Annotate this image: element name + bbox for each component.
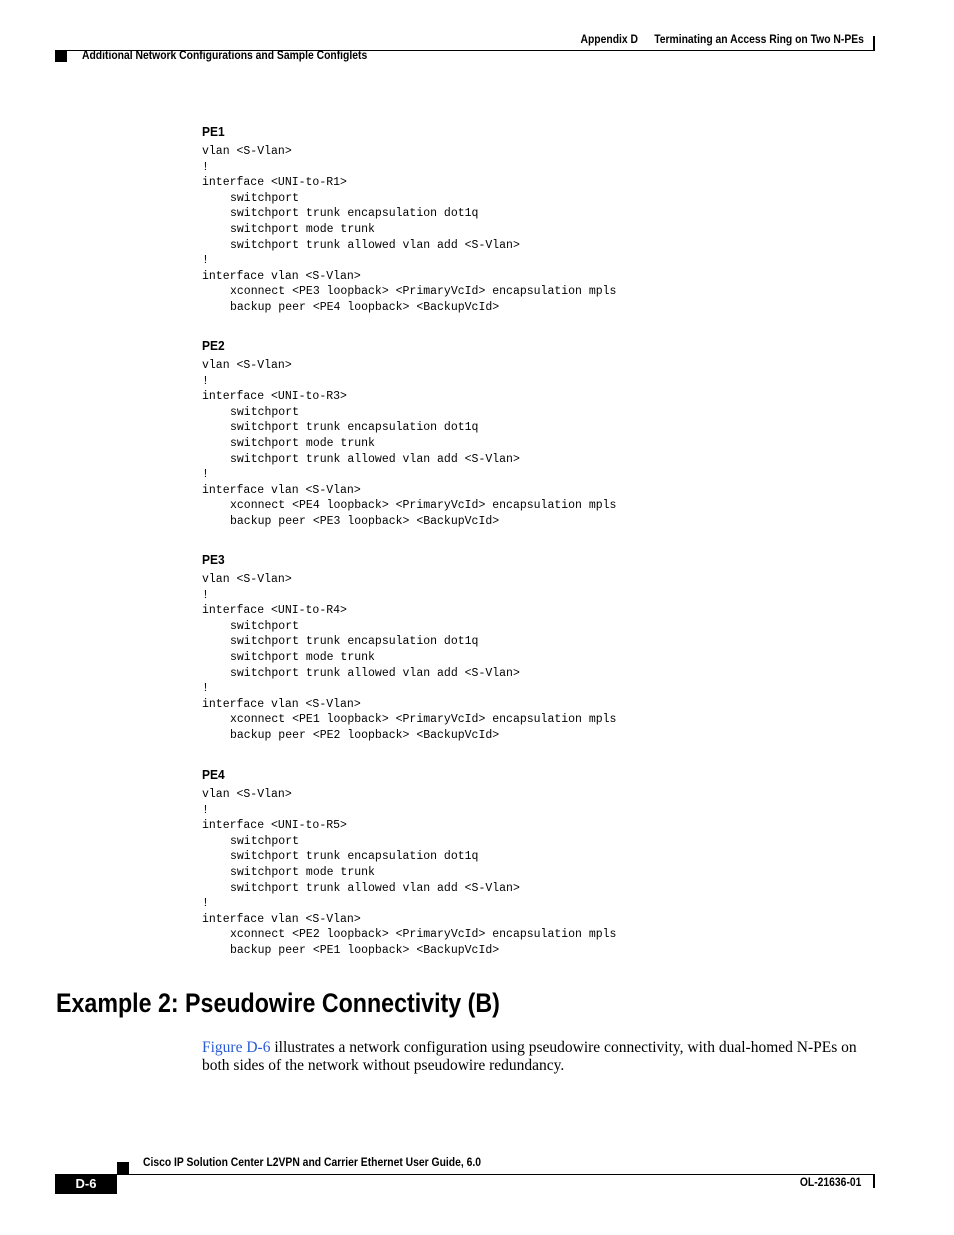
code-line: ! (202, 468, 209, 482)
code-line: interface vlan <S-Vlan> (202, 483, 361, 497)
code-line: switchport trunk encapsulation dot1q (230, 421, 479, 435)
code-line: switchport mode trunk (230, 436, 375, 450)
code-line: switchport (230, 834, 300, 848)
config-section-pe1 (202, 123, 616, 316)
header-square-marker (55, 50, 67, 62)
code-block (202, 358, 616, 530)
code-line: switchport trunk encapsulation dot1q (230, 207, 479, 221)
code-line: switchport (230, 191, 300, 205)
code-line: interface vlan <S-Vlan> (202, 912, 361, 926)
figure-link[interactable]: Figure D-6 (202, 1039, 271, 1056)
section-title: Additional Network Configurations and Sample Configlets (82, 50, 368, 62)
code-line: vlan <S-Vlan> (202, 788, 292, 801)
code-line: switchport (230, 619, 300, 633)
code-line: interface <UNI-to-R3> (202, 390, 347, 404)
code-line: switchport trunk allowed vlan add <S-Vlan> (230, 452, 520, 466)
code-block (202, 144, 616, 316)
code-line: vlan <S-Vlan> (202, 573, 292, 586)
code-line: vlan <S-Vlan> (202, 359, 292, 372)
code-line: xconnect <PE1 loopback> <PrimaryVcId> encapsulation mpls (230, 713, 617, 727)
document-number: OL-21636-01 (799, 1177, 861, 1189)
code-line: ! (202, 682, 209, 696)
code-line: switchport trunk allowed vlan add <S-Vlan> (230, 881, 520, 895)
code-line: interface <UNI-to-R5> (202, 819, 347, 833)
running-header-right (581, 34, 864, 46)
code-line: switchport trunk encapsulation dot1q (230, 635, 479, 649)
code-line: backup peer <PE1 loopback> <BackupVcId> (230, 943, 500, 957)
code-line: interface <UNI-to-R1> (202, 176, 347, 190)
config-section-pe2 (202, 337, 616, 530)
code-line: xconnect <PE4 loopback> <PrimaryVcId> encapsulation mpls (230, 499, 617, 513)
code-line: switchport mode trunk (230, 222, 375, 236)
footer-tick-mark (873, 1174, 875, 1188)
code-line: switchport mode trunk (230, 865, 375, 879)
header-tick-mark (873, 36, 875, 50)
book-title: Cisco IP Solution Center L2VPN and Carrier Ethernet User Guide, 6.0 (143, 1157, 482, 1169)
code-line: interface vlan <S-Vlan> (202, 697, 361, 711)
code-line: switchport trunk encapsulation dot1q (230, 850, 479, 864)
code-block (202, 787, 616, 959)
code-line: switchport mode trunk (230, 650, 375, 664)
example-heading: Example 2: Pseudowire Connectivity (B) (56, 988, 500, 1018)
code-line: ! (202, 897, 209, 911)
page-number: D-6 (55, 1174, 117, 1194)
code-line: ! (202, 254, 209, 268)
code-line: backup peer <PE2 loopback> <BackupVcId> (230, 728, 500, 742)
config-section-title: PE2 (202, 338, 225, 353)
body-paragraph (202, 1039, 882, 1075)
code-block (202, 572, 616, 744)
footer-rule (55, 1174, 875, 1175)
code-line: interface vlan <S-Vlan> (202, 269, 361, 283)
chapter-title: Terminating an Access Ring on Two N-PEs (654, 34, 864, 46)
code-line: switchport trunk allowed vlan add <S-Vlan> (230, 238, 520, 252)
code-line: switchport trunk allowed vlan add <S-Vlan> (230, 666, 520, 680)
code-line: ! (202, 803, 209, 817)
code-line: xconnect <PE3 loopback> <PrimaryVcId> encapsulation mpls (230, 285, 617, 299)
code-line: ! (202, 160, 209, 174)
footer-square-marker (117, 1162, 129, 1174)
body-text: illustrates a network configuration using pseudowire connectivity, with dual-homed N-PEs on both sides of the network without pseudowire redundancy. (202, 1039, 857, 1074)
code-line: ! (202, 374, 209, 388)
code-line: switchport (230, 405, 300, 419)
code-line: backup peer <PE4 loopback> <BackupVcId> (230, 300, 500, 314)
code-line: interface <UNI-to-R4> (202, 604, 347, 618)
code-line: vlan <S-Vlan> (202, 145, 292, 158)
config-section-title: PE4 (202, 767, 225, 782)
config-section-title: PE3 (202, 552, 225, 567)
code-line: xconnect <PE2 loopback> <PrimaryVcId> encapsulation mpls (230, 928, 617, 942)
code-line: backup peer <PE3 loopback> <BackupVcId> (230, 514, 500, 528)
config-section-pe4 (202, 766, 616, 959)
appendix-label: Appendix D (580, 34, 639, 46)
code-line: ! (202, 588, 209, 602)
config-section-pe3 (202, 551, 616, 744)
config-section-title: PE1 (202, 124, 225, 139)
